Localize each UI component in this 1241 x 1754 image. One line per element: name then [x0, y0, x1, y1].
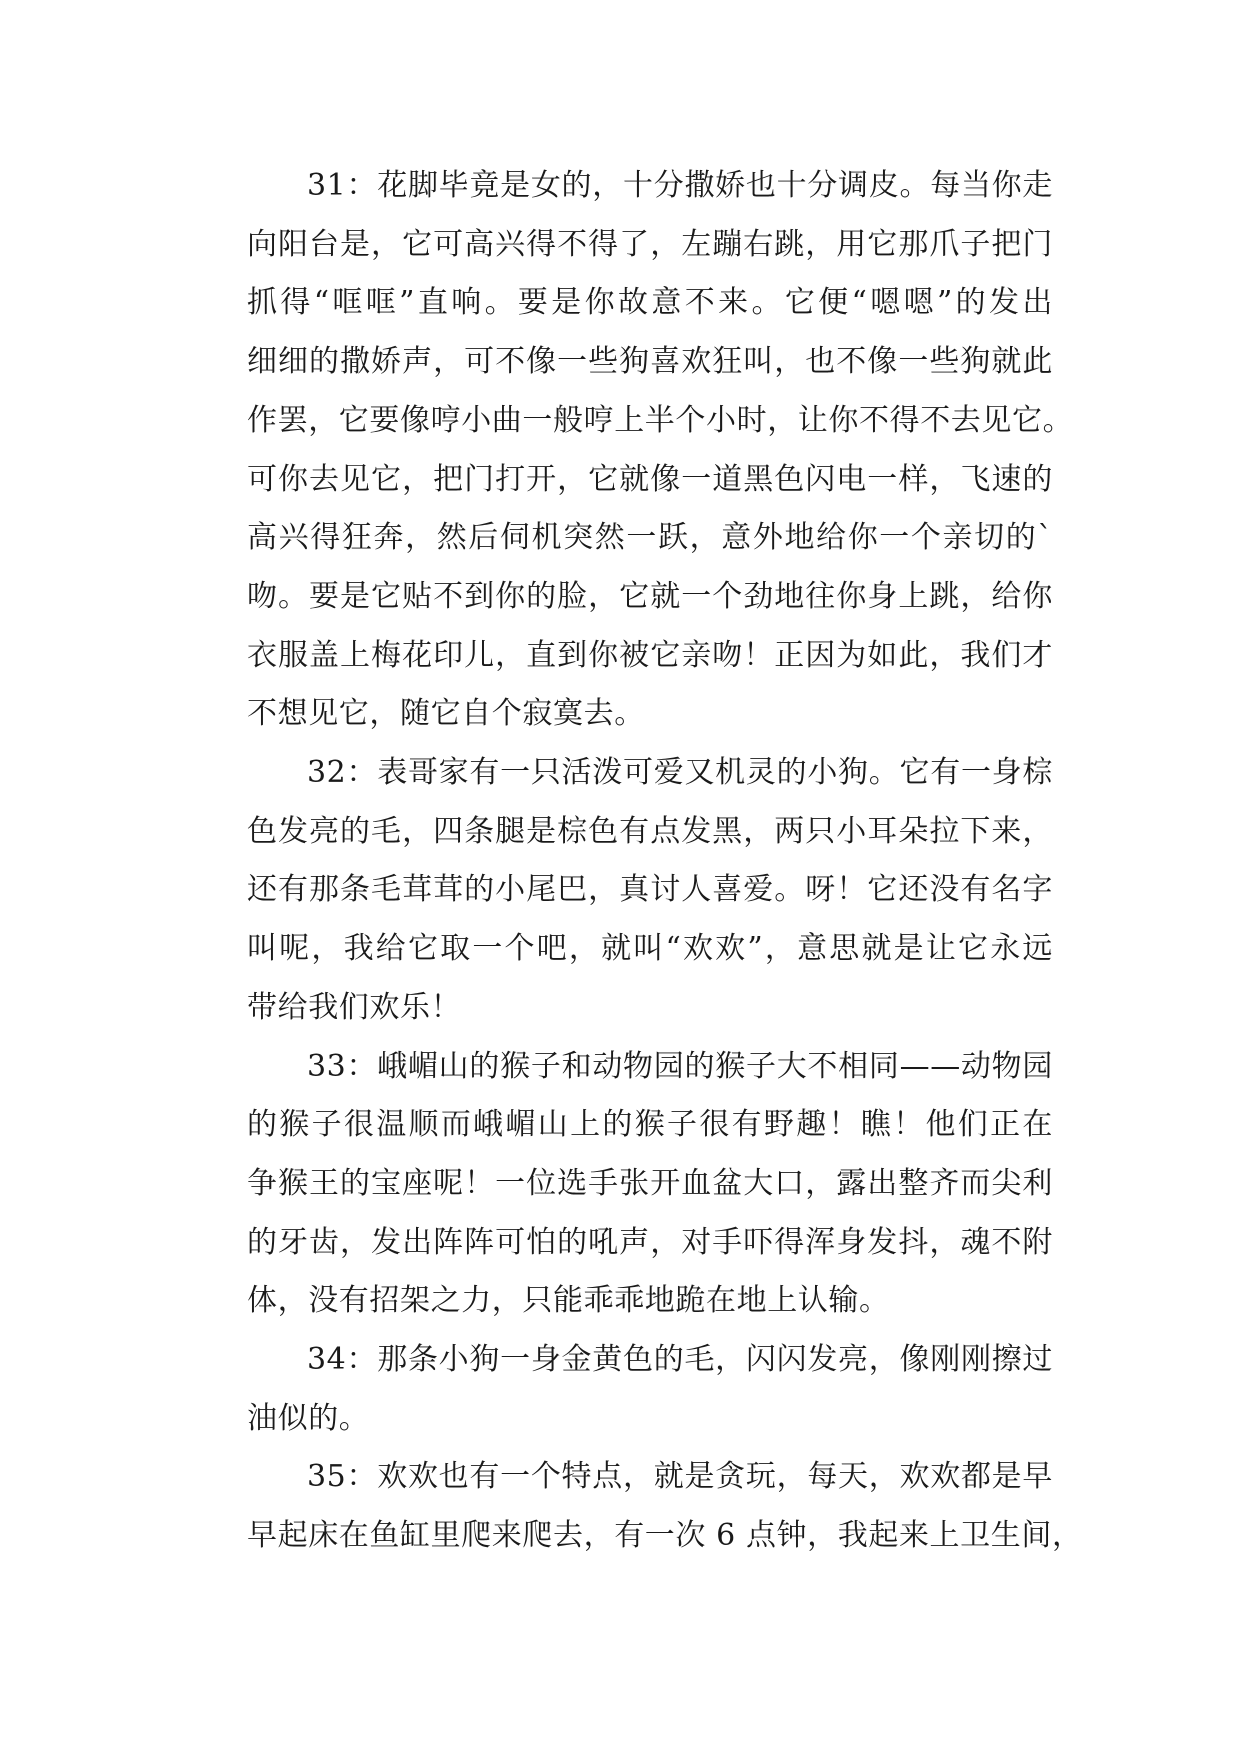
text-line: 32：表哥家有一只活泼可爱又机灵的小狗。它有一身棕	[307, 755, 1053, 791]
text-line: 可你去见它，把门打开，它就像一道黑色闪电一样，飞速的	[247, 461, 1053, 497]
text-line: 不想见它，随它自个寂寞去。	[247, 696, 645, 732]
text-line: 争猴王的宝座呢！一位选手张开血盆大口，露出整齐而尖利	[247, 1165, 1053, 1201]
paragraph-32	[187, 744, 1053, 1038]
paragraph-31	[187, 157, 1074, 744]
text-line: 衣服盖上梅花印儿，直到你被它亲吻！正因为如此，我们才	[247, 637, 1053, 673]
text-line: 的猴子很温顺而峨嵋山上的猴子很有野趣！瞧！他们正在	[247, 1107, 1053, 1143]
text-line: 的牙齿，发出阵阵可怕的吼声，对手吓得浑身发抖，魂不附	[247, 1224, 1053, 1260]
paragraph-33	[187, 1038, 1053, 1332]
text-line: 33：峨嵋山的猴子和动物园的猴子大不相同——动物园	[307, 1048, 1053, 1084]
text-line: 油似的。	[247, 1400, 370, 1436]
paragraph-34	[187, 1331, 1053, 1448]
text-line: 抓得“哐哐”直响。要是你故意不来。它便“嗯嗯”的发出	[247, 285, 1053, 321]
paragraph-35	[187, 1448, 1083, 1565]
document-body	[187, 157, 1083, 1566]
text-line: 作罢，它要像哼小曲一般哼上半个小时，让你不得不去见它。	[247, 402, 1074, 438]
text-line: 34：那条小狗一身金黄色的毛，闪闪发亮，像刚刚擦过	[307, 1342, 1053, 1378]
text-line: 向阳台是，它可高兴得不得了，左蹦右跳，用它那爪子把门	[247, 226, 1053, 262]
text-line: 31：花脚毕竟是女的，十分撒娇也十分调皮。每当你走	[307, 168, 1053, 203]
text-line: 体，没有招架之力，只能乖乖地跪在地上认输。	[247, 1283, 890, 1319]
text-line: 带给我们欢乐！	[247, 989, 462, 1025]
text-line: 色发亮的毛，四条腿是棕色有点发黑，两只小耳朵拉下来，	[247, 813, 1053, 849]
text-line: 细细的撒娇声，可不像一些狗喜欢狂叫，也不像一些狗就此	[247, 344, 1053, 380]
text-line: 叫呢，我给它取一个吧，就叫“欢欢”，意思就是让它永远	[247, 931, 1053, 967]
text-line: 还有那条毛茸茸的小尾巴，真讨人喜爱。呀！它还没有名字	[247, 872, 1053, 908]
text-line: 35：欢欢也有一个特点，就是贪玩，每天，欢欢都是早	[307, 1459, 1053, 1495]
text-line: 早起床在鱼缸里爬来爬去，有一次 6 点钟，我起来上卫生间，	[247, 1518, 1083, 1554]
text-line: 吻。要是它贴不到你的脸，它就一个劲地往你身上跳，给你	[247, 578, 1053, 614]
text-line: 高兴得狂奔，然后伺机突然一跃，意外地给你一个亲切的`	[247, 520, 1053, 556]
